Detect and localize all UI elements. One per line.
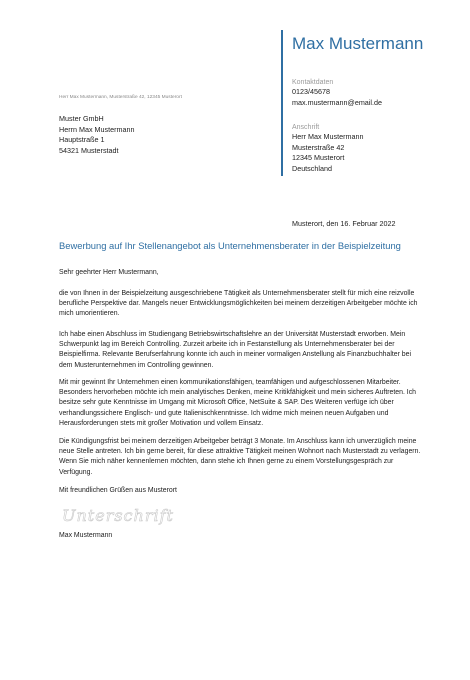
sender-name-heading: Max Mustermann xyxy=(292,34,424,53)
body-paragraph: Die Kündigungsfrist bei meinem derzeitigen Arbeitgeber beträgt 3 Monate. Im Anschluss kann ich unverzüglich meine neue Stelle antreten. Ich bin gerne bereit, für diese attraktive Tätigkeit meinen Wohnort nach Musterstadt zu verlagern. Wenn Sie mich näher kennenlernen möchten, dann stehe ich Ihnen gerne zu einem Vorstellungsgespräch zur Verfügung. xyxy=(59,438,421,476)
letter-date: Musterort, den 16. Februar 2022 xyxy=(292,219,396,228)
body-paragraph: die von Ihnen in der Beispielzeitung ausgeschriebene Tätigkeit als Unternehmensberater stellt für mich eine reizvolle berufliche Perspektive dar. Mangels neuer Entwicklungsmöglichkeiten bei meinem derzeitigen Arbeitgeber möchte ich mich umorientieren. xyxy=(59,290,418,318)
body-paragraph: Mit mir gewinnt Ihr Unternehmen einen kommunikationsfähigen, teamfähigen und aufgeschlossenen Mitarbeiter. Besonders hervorheben möchte ich mein analytisches Denken, meine Kritikfähigkeit und mein sicheres Auftreten. Ich besitze sehr gute Kenntnisse im Umgang mit Microsoft Office, NetSuite & SAP. Des Weiteren verfüge ich über verhandlungssichere Englisch- und gute Italienischkenntnisse. Ich widme mich meinen neuen Aufgaben und Herausforderungen stets mit großer Motivation und vollem Einsatz. xyxy=(59,379,416,427)
contact-block xyxy=(292,79,382,108)
recipient-line: 54321 Musterstadt xyxy=(59,145,119,155)
recipient-address xyxy=(59,114,135,156)
signature-image: Unterschrift xyxy=(62,506,174,525)
sender-return-line: Herr Max Mustermann, Musterstraße 42, 12345 Musterort xyxy=(59,95,182,100)
address-line: Herr Max Mustermann xyxy=(292,132,364,141)
body-paragraph: Ich habe einen Abschluss im Studiengang Betriebswirtschaftslehre an der Universität Musterstadt erworben. Mein Schwerpunkt lag im Bereich Controlling. Zurzeit arbeite ich in Festanstellung als Unternehmensberater bei der Beispielfirma. Relevante Berufserfahrung konnte ich auch in meiner vormaligen Anstellung als Finanzbuchhalter bei dem Musterunternehmen im Controlling gewinnen. xyxy=(59,331,412,369)
recipient-line: Muster GmbH xyxy=(59,114,104,123)
address-line: Deutschland xyxy=(292,163,332,173)
signer-name: Max Mustermann xyxy=(59,532,113,539)
header-accent-bar xyxy=(281,30,283,176)
closing-line: Mit freundlichen Grüßen aus Musterort xyxy=(59,487,177,494)
letter-subject: Bewerbung auf Ihr Stellenangebot als Unternehmensberater in der Beispielzeitung xyxy=(59,240,401,251)
salutation: Sehr geehrter Herr Mustermann, xyxy=(59,269,159,276)
address-block xyxy=(292,124,364,174)
recipient-line: Herrn Max Mustermann xyxy=(59,124,135,134)
address-label: Anschrift xyxy=(292,124,320,131)
recipient-line: Hauptstraße 1 xyxy=(59,135,105,144)
email-address: max.mustermann@email.de xyxy=(292,97,382,107)
address-line: 12345 Musterort xyxy=(292,153,345,162)
address-line: Musterstraße 42 xyxy=(292,142,345,152)
phone-number: 0123/45678 xyxy=(292,87,330,96)
contact-label: Kontaktdaten xyxy=(292,79,334,86)
